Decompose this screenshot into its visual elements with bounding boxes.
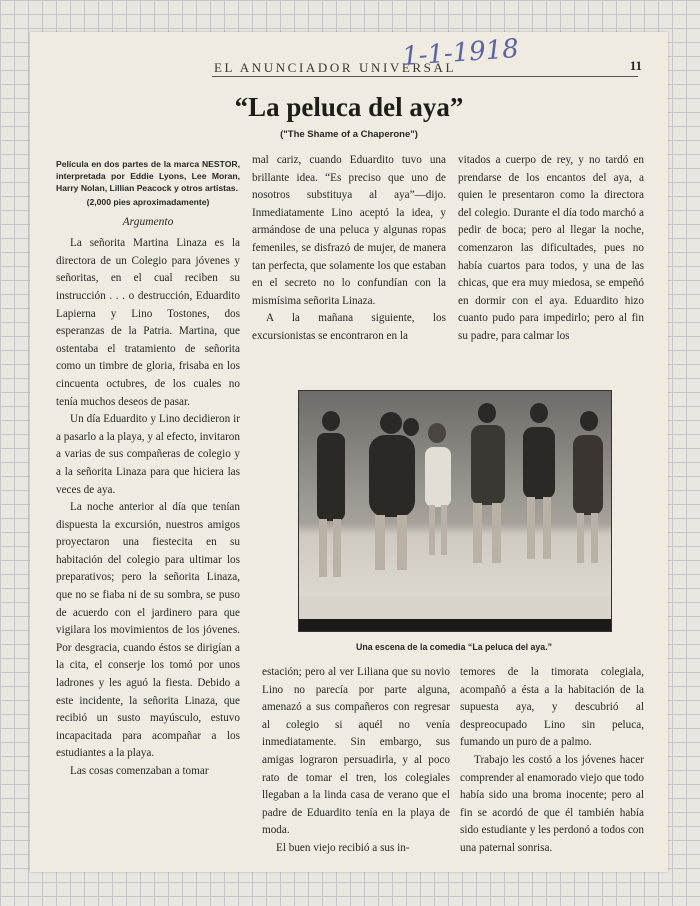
paragraph: La noche anterior al día que tenían dispuesta la excursión, nuestros amigos proyectaron una fiestecita en su habitación del colegio para ultimar los preparativos; pero la señorita Linaza, que no se fiaba ni de su sombra, se puso de acuerdo con el jardinero para que vigilara los movimientos de los jóvenes. Por desgracia, cuando éstos se dirigían a la cita, el conserje los tomó por unos ladrones y les aguó la fiesta. Debido a este incidente, la señorita Linaza, que recibió un susto mayúsculo, estuvo incapacitada para acompañar a los estudiantes a la playa.	[56, 501, 240, 760]
handwritten-date: 1-1-1918	[401, 33, 520, 73]
column-3-top	[458, 152, 644, 346]
paragraph: temores de la timorata colegiala, acompañó a ésta a la habitación de la supuesta aya, y descubrió al despreocupado Lino sin peluca, fumando un puro de a palmo.	[460, 666, 644, 749]
paragraph: A la mañana siguiente, los excursionistas se encontraron en la	[252, 312, 446, 342]
article-title: “La peluca del aya”	[234, 92, 464, 122]
article-subtitle: ("The Shame of a Chaperone")	[280, 129, 418, 140]
paragraph: La señorita Martina Linaza es la directora de un Colegio para jóvenes y señoritas, en el cual reciben su instrucción . . . o destrucción, Eduardito Lapierna y Lino Tostones, dos esperanzas de la Patria. Martina, que ostentaba el tratamiento de señorita como un timbre de gloria, frisaba en los cincuenta octubres, de los cuales no tenía muchos deseos de pasar.	[56, 237, 240, 408]
section-heading: Argumento	[122, 215, 174, 228]
paragraph: vitados a cuerpo de rey, y no tardó en prendarse de los encantos del aya, a quien le presentaron como la directora del colegio. Durante el día todo marchó a pedir de boca; pero al llegar la noche, comenzaron las dificultades, pues no había cuartos para todos, y una de las chicas, que era muy miedosa, se empeñó en dormir con el aya. Eduardito hizo cuanto pudo para impedirlo; pero al fin su padre, para calmar los	[458, 154, 644, 342]
beach-scene-photo	[298, 390, 612, 632]
page-header	[30, 33, 668, 80]
paragraph: Las cosas comenzaban a tomar	[70, 765, 209, 777]
paragraph: El buen viejo recibió a sus in-	[276, 841, 410, 854]
beach-scene-image	[299, 391, 611, 631]
column-2-bottom	[262, 664, 450, 858]
page-sheet	[30, 32, 668, 872]
column-3-bottom	[460, 664, 644, 858]
column-2-top	[252, 152, 446, 346]
header-rule	[212, 76, 638, 77]
paragraph: Trabajo les costó a los jóvenes hacer comprender al enamorado viejo que todo había sido una broma inocente; pero al fin se acordó de que él también había sido estudiante y les perdonó a todos con una paternal sonrisa.	[460, 753, 644, 854]
journal-name: EL ANUNCIADOR UNIVERSAL	[214, 60, 457, 75]
page-number: 11	[629, 58, 642, 73]
photo-caption: Una escena de la comedia “La peluca del aya.”	[355, 642, 553, 652]
film-credits: Película en dos partes de la marca NESTOR, interpretada por Eddie Lyons, Lee Moran, Harry Nolan, Lillian Peacock y otros artistas.	[56, 159, 240, 193]
paragraph: estación; pero al ver Liliana que su novio Lino no parecía por parte alguna, amenazó a sus compañeros con regresar al colegio si aquél no venía inmediatamente. Sin embargo, sus amigas lograron persuadirla, y al poco rato de tomar el tren, los colegiales llegaban a la linda casa de verano que el padre de Eduardito tenía en la playa de moda.	[262, 666, 450, 837]
film-length: (2,000 pies aproximadamente)	[86, 197, 210, 207]
paragraph: mal cariz, cuando Eduardito tuvo una brillante idea. “Es preciso que uno de nosotros substituya al aya”—dijo. Inmediatamente Lino aceptó la idea, y armándose de una peluca y algunas ropas femeniles, se disfrazó de mujer, de manera tan perfecta, que solamente los que estaban en el secreto no lo confundían con la mismísima señorita Linaza.	[252, 154, 446, 307]
column-1	[56, 158, 240, 781]
paragraph: Un día Eduardito y Lino decidieron ir a pasarlo a la playa, y al efecto, invitaron a varias de sus compañeras de colegio y a la señorita Linaza para que hiciera las veces de aya.	[56, 413, 240, 496]
